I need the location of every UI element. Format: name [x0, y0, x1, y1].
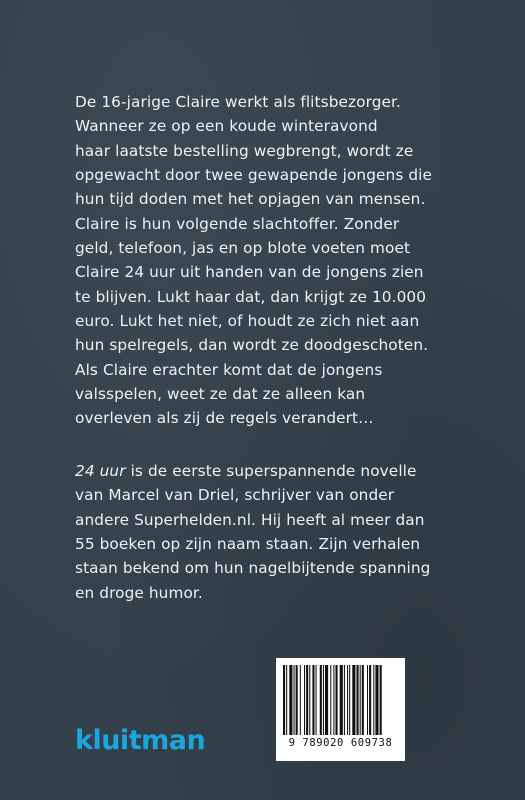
barcode-bar	[323, 665, 324, 735]
barcode-bar	[320, 665, 322, 735]
barcode-bar	[306, 665, 308, 735]
blurb-line: euro. Lukt het niet, of houdt ze zich niet aan	[75, 312, 420, 331]
barcode-bar	[349, 665, 350, 735]
bio-line: 55 boeken op zijn naam staan. Zijn verhalen	[75, 535, 421, 554]
book-title: 24 uur	[75, 462, 126, 480]
barcode-bar	[294, 665, 295, 735]
barcode-bar	[289, 665, 292, 735]
blurb-line: Claire is hun volgende slachtoffer. Zonder	[75, 214, 400, 233]
barcode-bars	[282, 665, 399, 735]
barcode-bar	[316, 665, 317, 735]
bio-first-line	[75, 459, 475, 483]
bio-line: en droge humor.	[75, 583, 203, 602]
isbn-barcode	[276, 658, 405, 761]
blurb-line: Als Claire erachter komt dat de jongens	[75, 360, 383, 379]
barcode-bar	[352, 665, 355, 735]
barcode-bar	[283, 665, 285, 735]
barcode-bar	[357, 665, 359, 735]
bio-line: van Marcel van Driel, schrijver van onder	[75, 486, 395, 505]
barcode-bar	[360, 665, 361, 735]
blurb-line: haar laatste bestelling wegbrengt, wordt ze	[75, 141, 414, 160]
blurb-line: geld, telefoon, jas en op blote voeten moet	[75, 239, 411, 258]
author-bio-paragraph	[75, 459, 475, 605]
barcode-bar	[333, 665, 334, 735]
barcode-bar	[347, 665, 348, 735]
barcode-bar	[362, 665, 364, 735]
barcode-bar	[325, 665, 328, 735]
barcode-bar	[373, 665, 374, 735]
bio-line: andere Superhelden.nl. Hij heeft al meer dan	[75, 510, 425, 529]
barcode-bar	[380, 665, 382, 735]
blurb-line: te blijven. Lukt haar dat, dan krijgt ze 10.000	[75, 287, 427, 306]
blurb-line: hun tijd doden met het opjagen van mensen.	[75, 190, 426, 209]
barcode-bar	[296, 665, 298, 735]
barcode-bar	[340, 665, 343, 735]
blurb-line: Wanneer ze op een koude winteravond	[75, 117, 378, 136]
barcode-bar	[304, 665, 305, 735]
blurb-line: opgewacht door twee gewapende jongens die	[75, 166, 433, 185]
barcode-bar	[312, 665, 314, 735]
barcode-bar	[344, 665, 345, 735]
blurb-line: overleven als zij de regels verandert…	[75, 409, 374, 428]
barcode-bar	[375, 665, 378, 735]
isbn-number: 9 789020 609738	[288, 737, 393, 749]
barcode-bar	[367, 665, 368, 735]
barcode-bar	[369, 665, 371, 735]
barcode-bar	[330, 665, 331, 735]
blurb-line: De 16-jarige Claire werkt als flitsbezorger.	[75, 93, 401, 111]
bio-line-rest: is de eerste superspannende novelle	[125, 462, 417, 480]
barcode-bar	[286, 665, 287, 735]
blurb-line: Claire 24 uur uit handen van de jongens zien	[75, 263, 424, 282]
barcode-bar	[336, 665, 338, 735]
publisher-logo: kluitman	[75, 725, 206, 756]
blurb-line: valsspelen, weet ze dat ze alleen kan	[75, 385, 366, 404]
barcode-bar	[300, 665, 301, 735]
blurb-paragraph	[75, 90, 475, 431]
blurb-line: hun spelregels, dan wordt ze doodgeschoten.	[75, 336, 429, 355]
barcode-bar	[309, 665, 310, 735]
bio-line: staan bekend om hun nagelbijtende spanning	[75, 559, 431, 578]
